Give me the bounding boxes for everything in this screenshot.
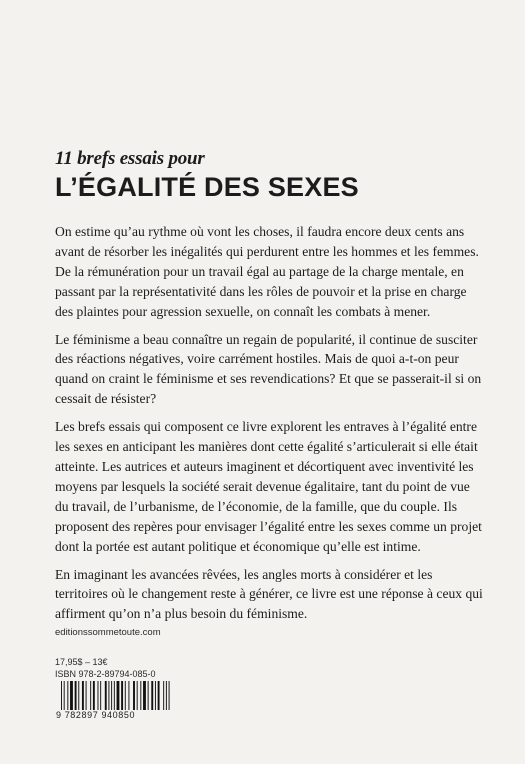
- blurb-paragraph: En imaginant les avancées rêvées, les angles morts à considérer et les territoires où le changement reste à générer, ce livre est une réponse à ceux qui affirment qu’on n’a plus besoin du féminisme.: [55, 566, 483, 622]
- book-title: L’ÉGALITÉ DES SEXES: [55, 172, 359, 202]
- blurb-paragraph: Les brefs essais qui composent ce livre explorent les entraves à l’égalité entre les sexes en anticipant les manières dont cette égalité s’articulerait si elle était atteinte. Les autrices et auteurs imaginent et décortiquent avec inventivité les moyens par lesquels la société serait devenue égalitaire, tant du point de vue du travail, de l’urbanisme, de l’économie, de la famille, que du couple. Ils proposent des repères pour envisager l’égalité entre les sexes comme un projet dont la portée est autant politique et économique qu’elle est intime.: [55, 419, 482, 554]
- barcode-bars: [55, 681, 171, 713]
- publisher-website: editionssommetoute.com: [55, 627, 161, 638]
- isbn: ISBN 978-2-89794-085-0: [55, 669, 156, 679]
- blurb-paragraph: Le féminisme a beau connaître un regain de popularité, il continue de susciter des réactions négatives, voire carrément hostiles. Mais de quoi a-t-on peur quand on craint le féminisme et ses revendications? Et que se passerait-il si on cessait de résister?: [55, 331, 482, 407]
- barcode-digits: 9 782897 940850: [55, 710, 172, 720]
- title-block: [55, 148, 359, 203]
- blurb: [55, 222, 485, 632]
- blurb-paragraph: On estime qu’au rythme où vont les choses, il faudra encore deux cents ans avant de résorber les inégalités qui perdurent entre les hommes et les femmes. De la rémunération pour un travail égal au partage de la charge mentale, en passant par la représentativité dans les rôles de pouvoir et la prise en charge des plaintes pour agression sexuelle, on connaît les combats à mener.: [55, 224, 479, 319]
- book-subtitle: 11 brefs essais pour: [55, 148, 205, 169]
- price: 17,95$ – 13€: [55, 657, 108, 667]
